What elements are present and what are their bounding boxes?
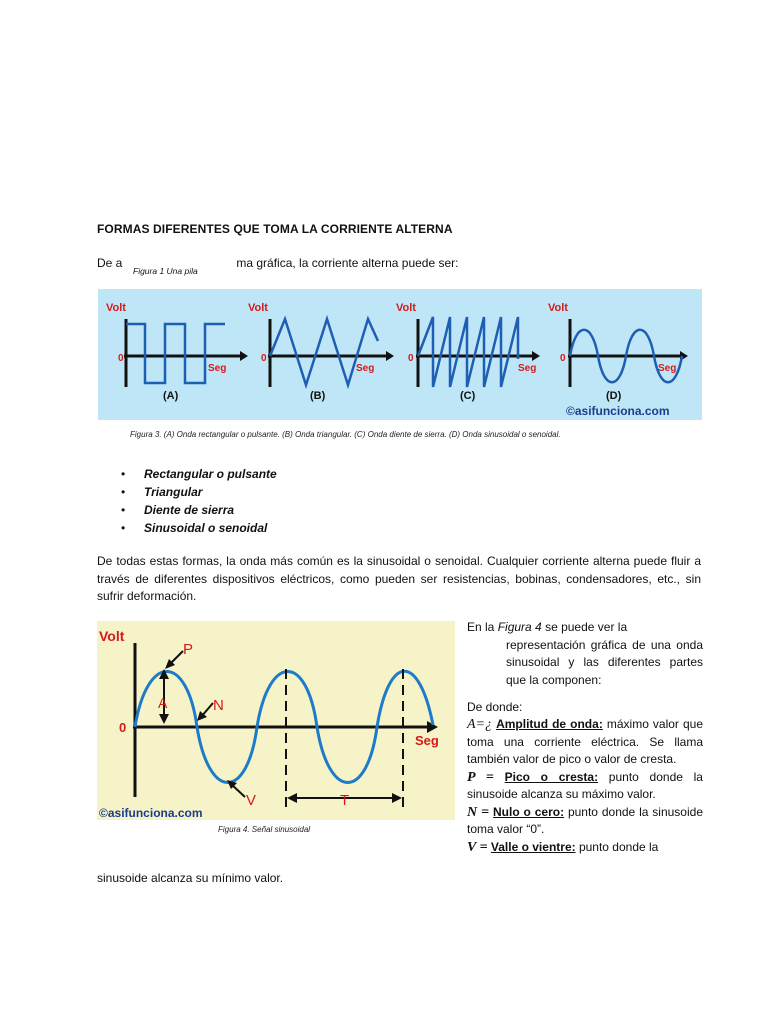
figure4-sine-signal [97, 621, 455, 820]
svg-text:Seg: Seg [518, 363, 537, 374]
svg-text:A: A [158, 695, 168, 711]
figure3-watermark: ©asifunciona.com [566, 404, 670, 418]
de-donde-label: De donde: [467, 700, 523, 714]
svg-text:Volt: Volt [106, 302, 126, 314]
svg-text:0: 0 [408, 353, 414, 364]
svg-text:V: V [246, 792, 257, 809]
list-item: • Triangular [100, 483, 277, 501]
definitions-list [467, 716, 703, 856]
svg-text:(D): (D) [606, 390, 622, 402]
svg-text:0: 0 [119, 720, 127, 735]
svg-text:P: P [183, 641, 194, 658]
panel-d-sinusoidal [548, 302, 688, 402]
body-paragraph: De todas estas formas, la onda más común es la sinusoidal o senoidal. Cualquier corriente alterna puede fluir a través de diferentes dispositivos eléctricos, como pueden ser resistencias, bobinas, condensadores, etc., sin sufrir deformación. [97, 554, 701, 603]
waveform-list [100, 465, 277, 537]
figure3-caption: Figura 3. (A) Onda rectangular o pulsante. (B) Onda triangular. (C) Onda diente de sierra. (D) Onda sinusoidal o senoidal. [130, 430, 561, 439]
svg-text:0: 0 [261, 353, 267, 364]
intro-end: ma gráfica, la corriente alterna puede ser: [236, 256, 459, 270]
list-item: • Sinusoidal o senoidal [100, 519, 277, 537]
panel-a-rectangular [106, 302, 248, 402]
svg-text:Seg: Seg [658, 363, 677, 374]
svg-text:Seg: Seg [415, 733, 439, 748]
svg-text:(A): (A) [163, 390, 179, 402]
svg-text:N: N [213, 697, 224, 714]
definition-valley: V = Valle o vientre: punto donde la [467, 839, 659, 855]
section-heading: FORMAS DIFERENTES QUE TOMA LA CORRIENTE ALTERNA [97, 222, 453, 236]
svg-text:Volt: Volt [548, 302, 568, 314]
figure4-watermark: ©asifunciona.com [99, 806, 203, 820]
svg-text:(B): (B) [310, 390, 326, 402]
closing-line: sinusoide alcanza su mínimo valor. [97, 871, 284, 885]
intro-start: De a [97, 256, 123, 270]
panel-b-triangular [248, 302, 394, 402]
svg-text:0: 0 [118, 353, 124, 364]
list-item: • Diente de sierra [100, 501, 277, 519]
list-item: • Rectangular o pulsante [100, 465, 277, 483]
figure4-caption: Figura 4. Señal sinusoidal [218, 825, 311, 834]
svg-text:T: T [340, 792, 350, 809]
figure3-waveforms [98, 289, 702, 420]
definition-amplitude: A=¿ Amplitud de onda: máximo valor que toma una corriente eléctrica. Se llama también valor de pico o valor de cresta. [467, 717, 703, 766]
definition-null: N = Nulo o cero: punto donde la sinusoide toma valor “0”. [467, 804, 703, 836]
svg-text:Volt: Volt [99, 628, 125, 644]
figure4-description: En la Figura 4 se puede ver la representación gráfica de una onda sinusoidal y las diferentes partes que la componen: [467, 620, 703, 687]
panel-c-sawtooth [396, 302, 540, 402]
svg-text:0: 0 [560, 353, 566, 364]
figure1-overlay-caption: Figura 1 Una pila [133, 266, 198, 276]
svg-text:Seg: Seg [208, 363, 227, 374]
svg-text:Seg: Seg [356, 363, 375, 374]
svg-text:Volt: Volt [396, 302, 416, 314]
definition-peak: P = Pico o cresta: punto donde la sinusoide alcanza su máximo valor. [467, 769, 703, 801]
svg-text:Volt: Volt [248, 302, 268, 314]
svg-text:(C): (C) [460, 390, 476, 402]
